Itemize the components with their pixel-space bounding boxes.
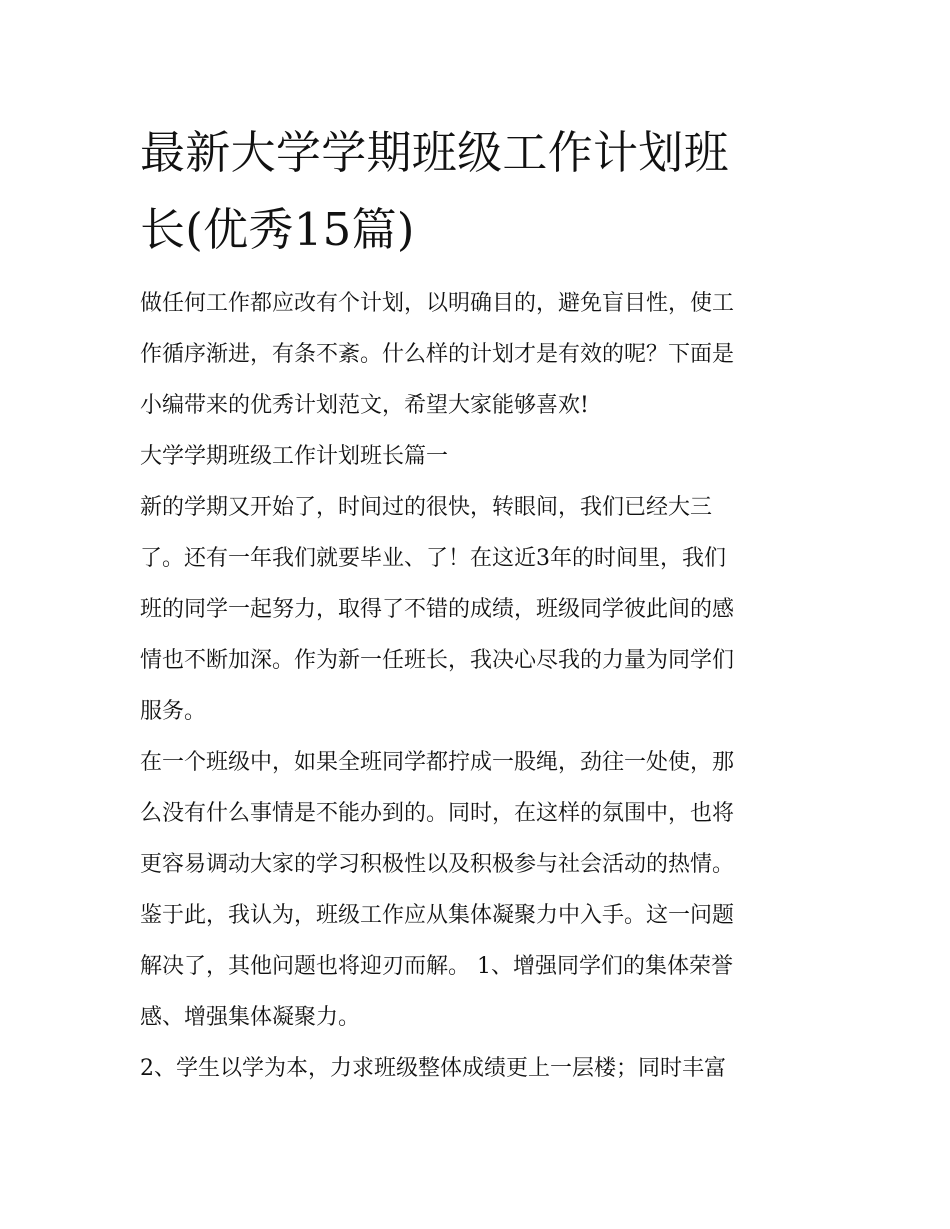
body-line: 新的学期又开始了，时间过的很快，转眼间，我们已经大三 <box>140 495 713 520</box>
body-line: 2、学生以学为本，力求班级整体成绩更上一层楼；同时丰富 <box>140 1056 726 1081</box>
body-line: 服务。 <box>140 699 207 724</box>
body-line: 班的同学一起努力，取得了不错的成绩，班级同学彼此间的感 <box>140 597 735 622</box>
body-line: 感、增强集体凝聚力。 <box>140 1005 361 1030</box>
title-line-2: 长(优秀15篇) <box>140 203 415 256</box>
body-line-intro-1: 做任何工作都应改有个计划，以明确目的，避免盲目性，使工 <box>140 291 735 316</box>
document-body <box>140 278 815 1094</box>
title-line-1: 最新大学学期班级工作计划班 <box>140 126 729 179</box>
body-line: 鉴于此，我认为，班级工作应从集体凝聚力中入手。这一问题 <box>140 903 735 928</box>
body-line: 情也不断加深。作为新一任班长，我决心尽我的力量为同学们 <box>140 648 735 673</box>
body-line: 解决了，其他问题也将迎刃而解。 1、增强同学们的集体荣誉 <box>140 954 733 979</box>
body-line-intro-3: 小编带来的优秀计划范文，希望大家能够喜欢! <box>140 393 589 418</box>
body-line-intro-2: 作循序渐进，有条不紊。什么样的计划才是有效的呢？下面是 <box>140 342 735 367</box>
body-line: 在一个班级中，如果全班同学都拧成一股绳，劲往一处使，那 <box>140 750 735 775</box>
body-line: 更容易调动大家的学习积极性以及积极参与社会活动的热情。 <box>140 852 735 877</box>
section-heading: 大学学期班级工作计划班长篇一 <box>140 444 449 469</box>
body-line: 么没有什么事情是不能办到的。同时，在这样的氛围中，也将 <box>140 801 735 826</box>
body-line: 了。还有一年我们就要毕业、了！在这近3年的时间里，我们 <box>140 546 726 571</box>
document-title <box>140 114 810 268</box>
